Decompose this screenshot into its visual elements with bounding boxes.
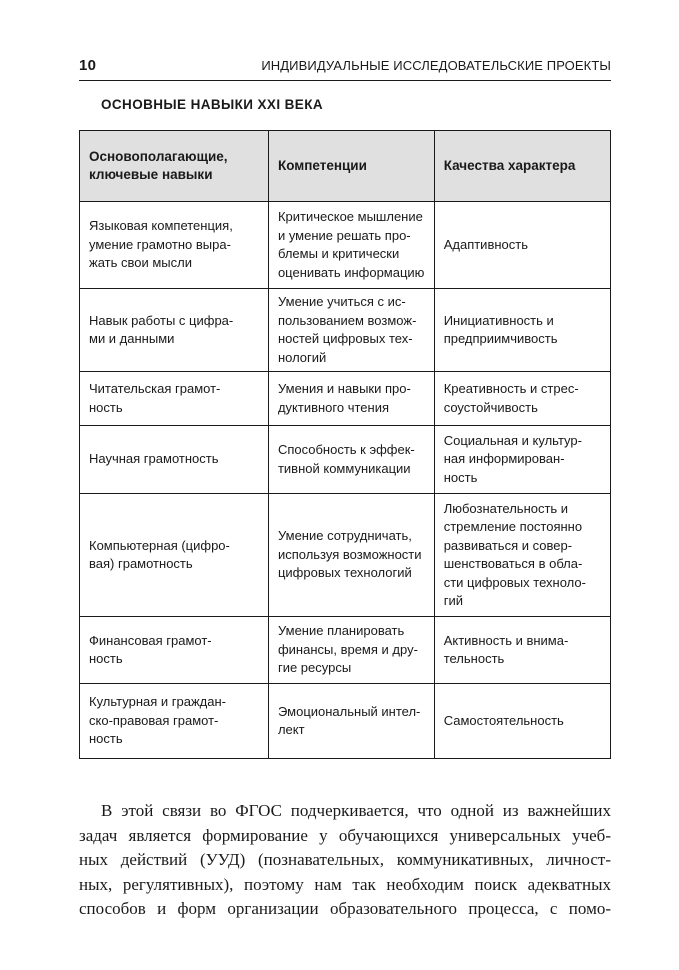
body-line: задач является формирование у обучающихся универсальных учеб- <box>79 825 611 845</box>
cell-line: финансы, время и дру- <box>277 641 418 657</box>
cell-foundational-skill <box>80 684 269 759</box>
cell-line: Умение учиться с ис- <box>277 294 406 309</box>
cell-line: Культурная и граждан- <box>89 694 226 710</box>
cell-competency <box>268 617 434 684</box>
cell-line: Самостоятельность <box>443 712 564 728</box>
cell-line: Финансовая грамот- <box>89 632 212 648</box>
cell-foundational-skill <box>80 494 269 617</box>
cell-line: жать свои мысли <box>89 255 192 271</box>
cell-competency <box>268 372 434 426</box>
page-number: 10 <box>79 57 97 74</box>
cell-line: развиваться и совер- <box>443 537 573 553</box>
cell-line: Креативность и стрес- <box>443 381 579 396</box>
cell-line: дуктивного чтения <box>277 399 389 415</box>
table-header-row <box>80 131 611 202</box>
cell-line: Умение планировать <box>277 623 405 639</box>
section-title: ОСНОВНЫЕ НАВЫКИ XXI ВЕКА <box>101 97 323 112</box>
table-row <box>80 684 611 759</box>
cell-line: Компьютерная (цифро- <box>89 537 230 553</box>
cell-character-quality <box>434 684 610 759</box>
cell-line: тельность <box>443 651 505 666</box>
cell-competency <box>268 684 434 759</box>
cell-competency <box>268 202 434 289</box>
running-title: ИНДИВИДУАЛЬНЫЕ ИССЛЕДОВАТЕЛЬСКИЕ ПРОЕКТЫ <box>261 58 611 73</box>
cell-foundational-skill <box>80 617 269 684</box>
cell-character-quality <box>434 289 610 372</box>
header-cell-foundational-skills: Основополагающие, ключевые навыки <box>80 131 269 202</box>
cell-line: нологий <box>277 349 327 365</box>
page-header <box>79 52 611 81</box>
cell-line: ная информирован- <box>443 451 565 467</box>
cell-line: стремление постоянно <box>443 519 583 534</box>
body-line: способов и форм организации образовательного процесса, с помо- <box>79 899 611 918</box>
cell-line: ностей цифровых тех- <box>277 331 413 346</box>
cell-foundational-skill <box>80 426 269 494</box>
cell-line: лект <box>277 722 305 737</box>
cell-line: Активность и внима- <box>443 632 569 648</box>
header-cell-competencies: Компетенции <box>268 131 434 202</box>
cell-character-quality <box>434 372 610 426</box>
cell-character-quality <box>434 426 610 494</box>
cell-line: ность <box>443 469 478 485</box>
cell-character-quality <box>434 617 610 684</box>
cell-line: гий <box>443 593 463 608</box>
cell-line: ность <box>89 651 123 666</box>
table-row <box>80 617 611 684</box>
cell-line: Критическое мышление <box>277 209 423 224</box>
cell-foundational-skill <box>80 372 269 426</box>
cell-line: Умения и навыки про- <box>277 381 411 396</box>
cell-line: умение грамотно выра- <box>89 236 231 252</box>
body-line: В этой связи во ФГОС подчеркивается, что одной из важнейших <box>101 801 611 820</box>
cell-line: ско-правовая грамот- <box>89 712 219 728</box>
cell-competency <box>268 289 434 372</box>
cell-character-quality <box>434 202 610 289</box>
cell-line: вая) грамотность <box>89 556 193 571</box>
cell-line: ность <box>89 731 123 747</box>
cell-competency <box>268 426 434 494</box>
cell-line: Социальная и культур- <box>443 432 582 448</box>
cell-line: блемы и критически <box>277 246 400 261</box>
header-cell-character-qualities: Качества характера <box>434 131 610 202</box>
cell-line: Адаптивность <box>443 236 528 252</box>
cell-line: Инициативность и <box>443 312 554 328</box>
cell-line: используя возможности <box>277 546 422 562</box>
table-row <box>80 494 611 617</box>
cell-line: сти цифровых техноло- <box>443 574 586 590</box>
cell-line: тивной коммуникации <box>277 460 411 476</box>
table-row <box>80 202 611 289</box>
cell-line: Читательская грамот- <box>89 381 221 396</box>
cell-line: соустойчивость <box>443 399 538 415</box>
cell-foundational-skill <box>80 202 269 289</box>
cell-foundational-skill <box>80 289 269 372</box>
cell-line: Умение сотрудничать, <box>277 528 412 544</box>
cell-line: ность <box>89 399 123 415</box>
cell-character-quality <box>434 494 610 617</box>
table-body <box>80 202 611 759</box>
table-row <box>80 372 611 426</box>
cell-line: Эмоциональный интел- <box>277 703 421 719</box>
cell-line: Языковая компетенция, <box>89 218 233 234</box>
cell-line: Любознательность и <box>443 500 569 516</box>
cell-line: предприимчивость <box>443 331 558 346</box>
body-paragraph <box>79 799 611 922</box>
body-line: ных действий (УУД) (познавательных, коммуникативных, личност- <box>79 850 611 869</box>
cell-line: и умение решать про- <box>277 227 411 243</box>
cell-competency <box>268 494 434 617</box>
table-row <box>80 426 611 494</box>
cell-line: пользованием возмож- <box>277 312 417 328</box>
table-row <box>80 289 611 372</box>
cell-line: Навык работы с цифра- <box>89 312 234 328</box>
body-line: ных, регулятивных), поэтому нам так необходим поиск адекватных <box>79 874 611 894</box>
cell-line: шенствоваться в обла- <box>443 556 583 571</box>
cell-line: Способность к эффек- <box>277 442 415 457</box>
cell-line: ми и данными <box>89 331 175 346</box>
cell-line: цифровых технологий <box>277 565 412 581</box>
cell-line: оценивать информацию <box>277 264 425 280</box>
cell-line: гие ресурсы <box>277 660 352 676</box>
skills-table <box>79 130 611 759</box>
cell-line: Научная грамотность <box>89 451 219 467</box>
